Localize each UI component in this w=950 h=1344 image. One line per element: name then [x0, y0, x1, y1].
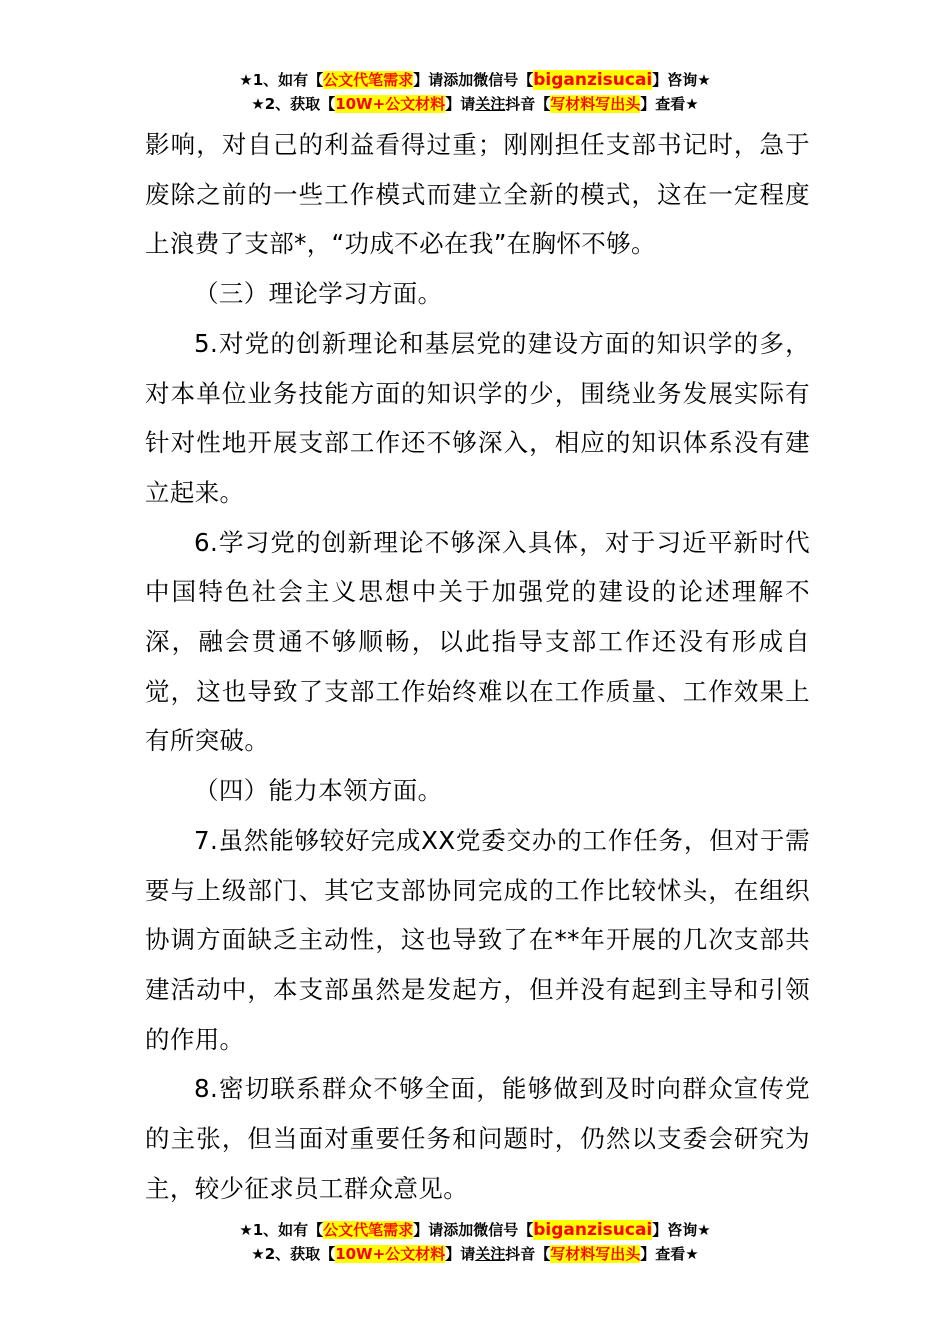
wechat-id: biganzisucai [533, 70, 653, 90]
highlight-text: 公文代笔需求 [323, 1221, 414, 1239]
underlined-text: 关注 [475, 1245, 506, 1263]
banner-text: 】查看★ [640, 1245, 699, 1263]
underlined-text: 关注 [475, 95, 506, 113]
banner-text: 】查看★ [640, 95, 699, 113]
banner-line-1 [0, 68, 950, 92]
highlight-text: 公文代笔需求 [323, 71, 414, 89]
banner-text: 】咨询★ [652, 71, 711, 89]
banner-text: ★1、如有【 [239, 1221, 324, 1239]
paragraph: 8.密切联系群众不够全面，能够做到及时向群众宣传党的主张，但当面对重要任务和问题时，仍然以支委会研究为主，较少征求员工群众意见。 [145, 1074, 810, 1203]
highlight-text: 写材料写出头 [550, 1245, 641, 1263]
banner-text: 】请 [445, 1245, 476, 1263]
banner-text: 】请添加微信号【 [413, 1221, 534, 1239]
banner-text: 抖音【 [505, 1245, 551, 1263]
section-heading: （三）理论学习方面。 [194, 279, 443, 309]
banner-text: 】咨询★ [652, 1221, 711, 1239]
paragraph: 5.对党的创新理论和基层党的建设方面的知识学的多，对本单位业务技能方面的知识学的少，围绕业务发展实际有针对性地开展支部工作还不够深入，相应的知识体系没有建立起来。 [145, 328, 810, 507]
paragraph: 影响，对自己的利益看得过重；刚刚担任支部书记时，急于废除之前的一些工作模式而建立全新的模式，这在一定程度上浪费了支部*，“功成不必在我”在胸怀不够。 [145, 130, 810, 259]
banner-text: ★1、如有【 [239, 71, 324, 89]
footer-banner [0, 1218, 950, 1266]
section-heading: （四）能力本领方面。 [194, 776, 443, 806]
banner-line-1 [0, 1218, 950, 1242]
wechat-id: biganzisucai [533, 1220, 653, 1240]
paragraph: 6.学习党的创新理论不够深入具体，对于习近平新时代中国特色社会主义思想中关于加强党的建设的论述理解不深，融会贯通不够顺畅，以此指导支部工作还没有形成自觉，这也导致了支部工作始终难以在工作质量、工作效果上有所突破。 [145, 527, 810, 756]
banner-line-2 [0, 1242, 950, 1266]
highlight-text: 10W+公文材料 [335, 95, 446, 113]
paragraph: 7.虽然能够较好完成XX党委交办的工作任务，但对于需要与上级部门、其它支部协同完成的工作比较怵头，在组织协调方面缺乏主动性，这也导致了在**年开展的几次支部共建活动中，本支部虽然是发起方，但并没有起到主导和引领的作用。 [145, 825, 810, 1054]
banner-text: 抖音【 [505, 95, 551, 113]
banner-text: ★2、获取【 [251, 1245, 336, 1263]
banner-text: 】请 [445, 95, 476, 113]
banner-text: ★2、获取【 [251, 95, 336, 113]
banner-text: 】请添加微信号【 [413, 71, 534, 89]
highlight-text: 写材料写出头 [550, 95, 641, 113]
document-body [145, 120, 810, 1213]
banner-line-2 [0, 92, 950, 116]
highlight-text: 10W+公文材料 [335, 1245, 446, 1263]
header-banner [0, 68, 950, 116]
